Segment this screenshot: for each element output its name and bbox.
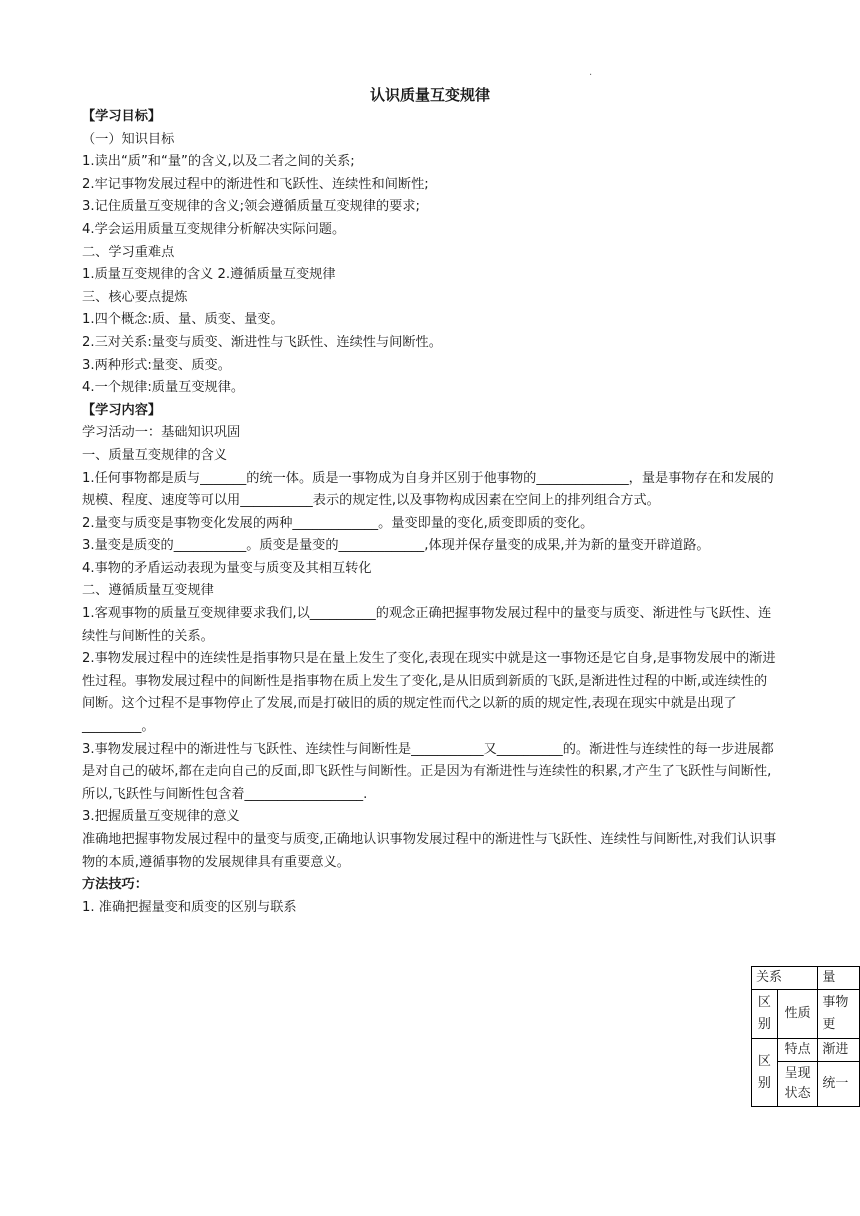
text-line: 1.质量互变规律的含义 2.遵循质量互变规律 (82, 267, 336, 283)
text-line: 一、质量互变规律的含义 (82, 447, 228, 463)
text-line: 2.牢记事物发展过程中的渐进性和飞跃性、连续性和间断性; (82, 176, 429, 192)
text-line: 二、学习重难点 (82, 244, 175, 260)
corner-mark: · (589, 70, 593, 81)
text-line: 4.学会运用质量互变规律分析解决实际问题。 (82, 221, 346, 237)
text-line: 学习活动一：基础知识巩固 (82, 425, 241, 441)
text-line: 三、核心要点提炼 (82, 289, 188, 305)
text-line: （一）知识目标 (82, 131, 175, 147)
section-heading: 【学习目标】 (82, 109, 162, 124)
text-line: 1. 准确把握量变和质变的区别与联系 (82, 899, 297, 915)
text-line: 2.事物发展过程中的连续性是指事物只是在量上发生了变化,表现在现实中就是这一事物还是它自身,是事物发展中的渐进性过程。事物发展过程中的间断性是指事物在质上发生了变化,是从旧质到新质的飞跃,是渐进性过程的中断,或连续性的间断。这个过程不是事物停止了发展,而是打破旧的质的规定性而代之以新的质的规定性,表现在现实中就是出现了_________。 (82, 651, 776, 735)
text-line: 3.两种形式:量变、质变。 (82, 357, 231, 373)
table-header-quantity: 量 (818, 967, 860, 990)
text-line: 3.记住质量互变规律的含义;领会遵循质量互变规律的要求; (82, 199, 420, 215)
table-cell-label: 特点 (777, 1039, 818, 1062)
text-line: 二、遵循质量互变规律 (82, 583, 214, 599)
text-line: 3.量变是质变的___________。质变是量变的_____________,体现并保存量变的成果,并为新的量变开辟道路。 (82, 538, 710, 554)
table-cell-value: 渐进 (818, 1039, 860, 1062)
table-header-relation: 关系 (752, 967, 818, 990)
text-line: 1.任何事物都是质与_______的统一体。质是一事物成为自身并区别于他事物的______________，量是事物存在和发展的规模、程度、速度等可以用___________表示的规定性,以及事物构成因素在空间上的排列组合方式。 (82, 470, 774, 509)
text-line: 3.把握质量互变规律的意义 (82, 809, 240, 825)
table-row (752, 990, 860, 1039)
text-line: 准确地把握事物发展过程中的量变与质变,正确地认识事物发展过程中的渐进性与飞跃性、连续性与间断性,对我们认识事物的本质,遵循事物的发展规律具有重要意义。 (82, 832, 777, 870)
table-cell-value: 统一 (818, 1062, 860, 1107)
section-heading: 【学习内容】 (82, 402, 162, 418)
table-cell-label: 性质 (777, 990, 818, 1039)
text-line: 3.事物发展过程中的渐进性与飞跃性、连续性与间断性是___________又__________的。渐进性与连续性的每一步进展都是对自己的破坏,都在走向自己的反面,即飞跃性与间断性。正是因为有渐进性与连续性的积累,才产生了飞跃性与间断性,所以,飞跃性与间断性包含着__________________. (82, 741, 774, 802)
text-line: 1.客观事物的质量互变规律要求我们,以__________的观念正确把握事物发展过程中的量变与质变、渐进性与飞跃性、连续性与间断性的关系。 (82, 606, 772, 644)
table-cell-label: 呈现状态 (777, 1062, 818, 1107)
table-cell-value: 事物更 (818, 990, 860, 1039)
text-line: 2.三对关系:量变与质变、渐进性与飞跃性、连续性与间断性。 (82, 334, 442, 350)
text-line: 1.四个概念:质、量、质变、量变。 (82, 312, 284, 328)
table-row (752, 1039, 860, 1062)
text-line: 4.一个规律:质量互变规律。 (82, 380, 245, 396)
section-heading: 方法技巧： (82, 877, 148, 893)
page-title: 认识质量互变规律 (369, 86, 490, 104)
text-line: 2.量变与质变是事物变化发展的两种_____________。量变即量的变化,质变即质的变化。 (82, 515, 594, 531)
table-cell-group: 区别 (752, 990, 778, 1039)
table-header-row (752, 967, 860, 990)
text-line: 4.事物的矛盾运动表现为量变与质变及其相互转化 (82, 560, 372, 576)
text-line: 1.读出“质”和“量”的含义,以及二者之间的关系; (82, 154, 355, 170)
comparison-table (751, 966, 860, 1107)
table-cell-group: 区别 (752, 1039, 778, 1107)
